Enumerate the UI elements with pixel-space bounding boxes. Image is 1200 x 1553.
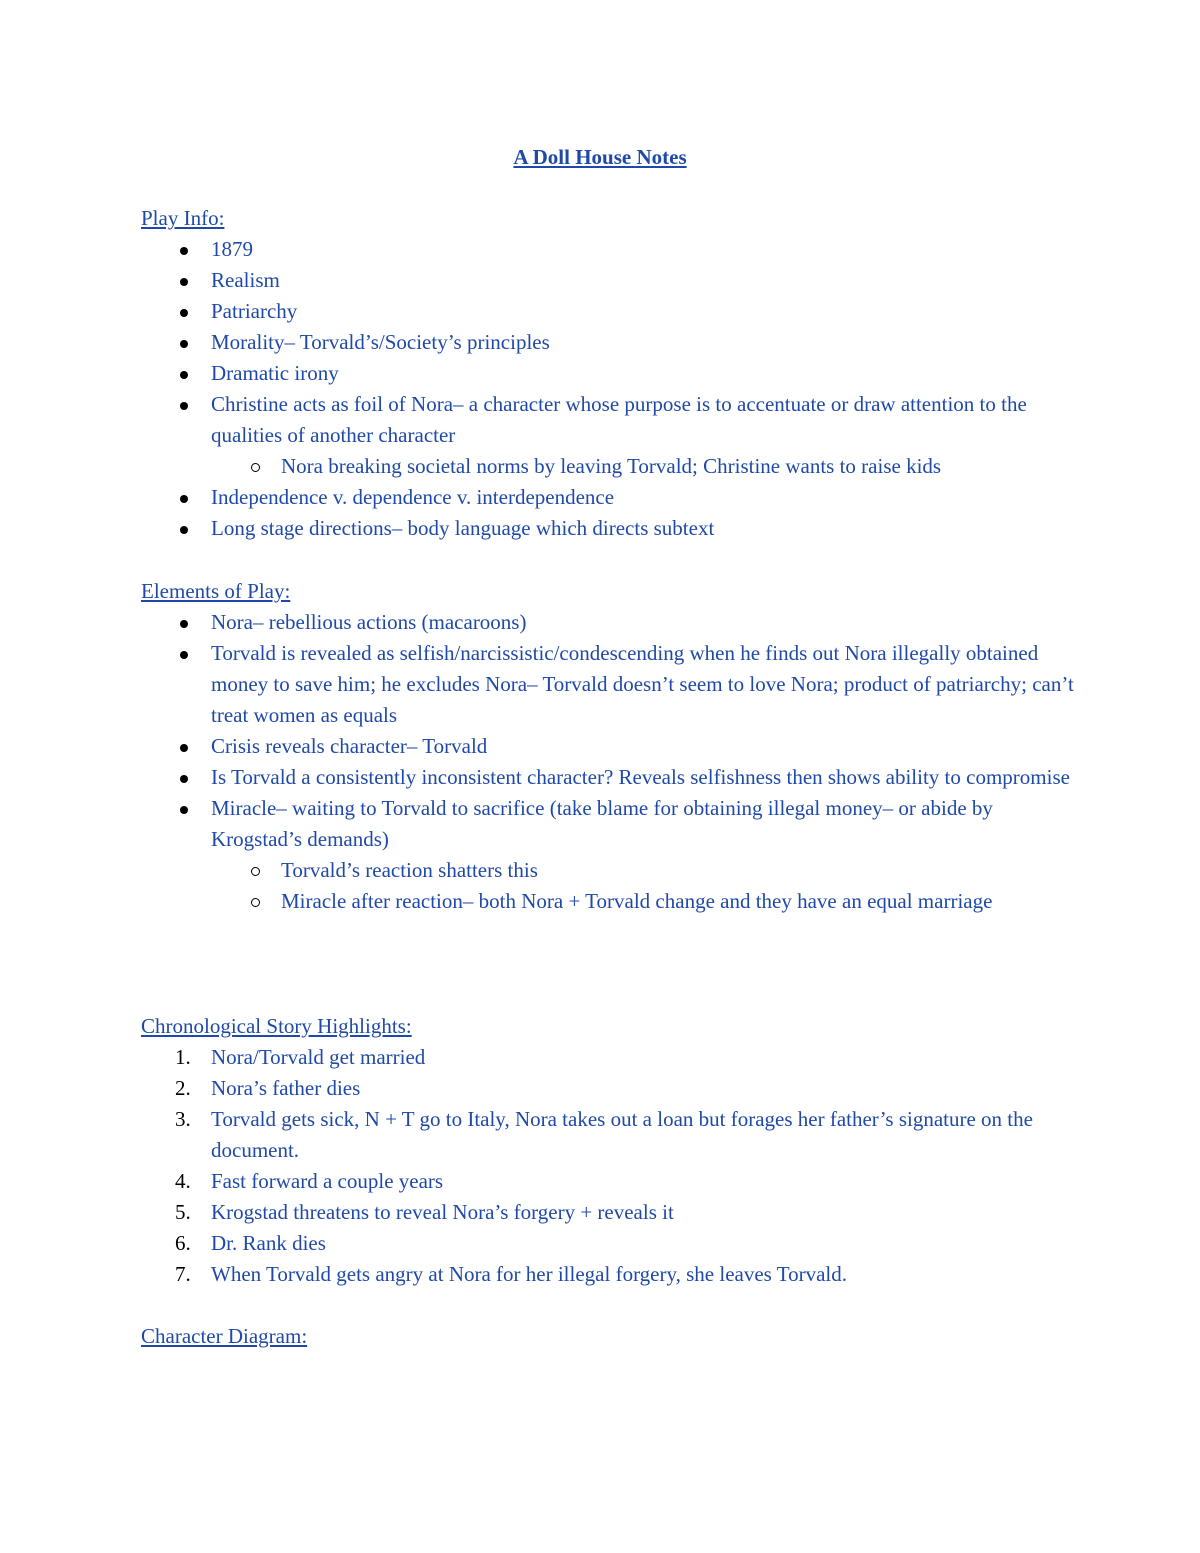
numbered-item: 1. Nora/Torvald get married [141, 1042, 1081, 1073]
bullet-icon [180, 371, 188, 379]
sub-list-item: Torvald’s reaction shatters this [141, 855, 1081, 886]
elements-section [141, 576, 1081, 917]
bullet-icon [180, 278, 188, 286]
list-item: Christine acts as foil of Nora– a character whose purpose is to accentuate or draw attention to the qualities of another character [141, 389, 1081, 451]
bullet-icon [180, 495, 188, 503]
item-number: 4. [175, 1169, 191, 1193]
bullet-icon [180, 620, 188, 628]
numbered-item: 2. Nora’s father dies [141, 1073, 1081, 1104]
list-item: Is Torvald a consistently inconsistent character? Reveals selfishness then shows ability to compromise [141, 762, 1081, 793]
list-item: Torvald is revealed as selfish/narcissistic/condescending when he finds out Nora illegally obtained money to save him; he excludes Nora– Torvald doesn’t seem to love Nora; product of patriarchy; can’t treat women as equals [141, 638, 1081, 731]
list-item: Patriarchy [141, 296, 1081, 327]
bullet-icon [180, 775, 188, 783]
bullet-icon [180, 806, 188, 814]
item-number: 5. [175, 1200, 191, 1224]
bullet-icon [180, 744, 188, 752]
elements-heading: Elements of Play: [141, 579, 291, 603]
list-item: Dramatic irony [141, 358, 1081, 389]
hollow-bullet-icon [251, 463, 260, 472]
list-item: Independence v. dependence v. interdependence [141, 482, 1081, 513]
item-number: 2. [175, 1076, 191, 1100]
list-item: Morality– Torvald’s/Society’s principles [141, 327, 1081, 358]
play-info-heading: Play Info: [141, 206, 225, 230]
list-item: Long stage directions– body language which directs subtext [141, 513, 1081, 544]
hollow-bullet-icon [251, 898, 260, 907]
sub-list-item: Miracle after reaction– both Nora + Torvald change and they have an equal marriage [141, 886, 1081, 917]
list-item: Miracle– waiting to Torvald to sacrifice (take blame for obtaining illegal money– or abide by Krogstad’s demands) [141, 793, 1081, 855]
hollow-bullet-icon [251, 867, 260, 876]
item-number: 7. [175, 1262, 191, 1286]
list-item: Nora– rebellious actions (macaroons) [141, 607, 1081, 638]
bullet-icon [180, 651, 188, 659]
item-number: 1. [175, 1045, 191, 1069]
numbered-item: 3. Torvald gets sick, N + T go to Italy, Nora takes out a loan but forages her father’s signature on the document. [141, 1104, 1081, 1166]
bullet-icon [180, 340, 188, 348]
item-number: 3. [175, 1107, 191, 1131]
character-diagram-section [141, 1321, 1081, 1352]
bullet-icon [180, 309, 188, 317]
numbered-item: 5. Krogstad threatens to reveal Nora’s forgery + reveals it [141, 1197, 1081, 1228]
item-number: 6. [175, 1231, 191, 1255]
chronology-heading: Chronological Story Highlights: [141, 1014, 412, 1038]
page-title: A Doll House Notes [513, 145, 687, 169]
bullet-icon [180, 247, 188, 255]
list-item: 1879 [141, 234, 1081, 265]
bullet-icon [180, 526, 188, 534]
list-item: Realism [141, 265, 1081, 296]
bullet-icon [180, 402, 188, 410]
numbered-item: 4. Fast forward a couple years [141, 1166, 1081, 1197]
chronology-section [141, 1011, 1081, 1290]
list-item: Crisis reveals character– Torvald [141, 731, 1081, 762]
numbered-item: 7. When Torvald gets angry at Nora for her illegal forgery, she leaves Torvald. [141, 1259, 1081, 1290]
character-diagram-heading: Character Diagram: [141, 1324, 308, 1348]
numbered-item: 6. Dr. Rank dies [141, 1228, 1081, 1259]
play-info-section [141, 203, 1081, 544]
sub-list-item: Nora breaking societal norms by leaving Torvald; Christine wants to raise kids [141, 451, 1081, 482]
